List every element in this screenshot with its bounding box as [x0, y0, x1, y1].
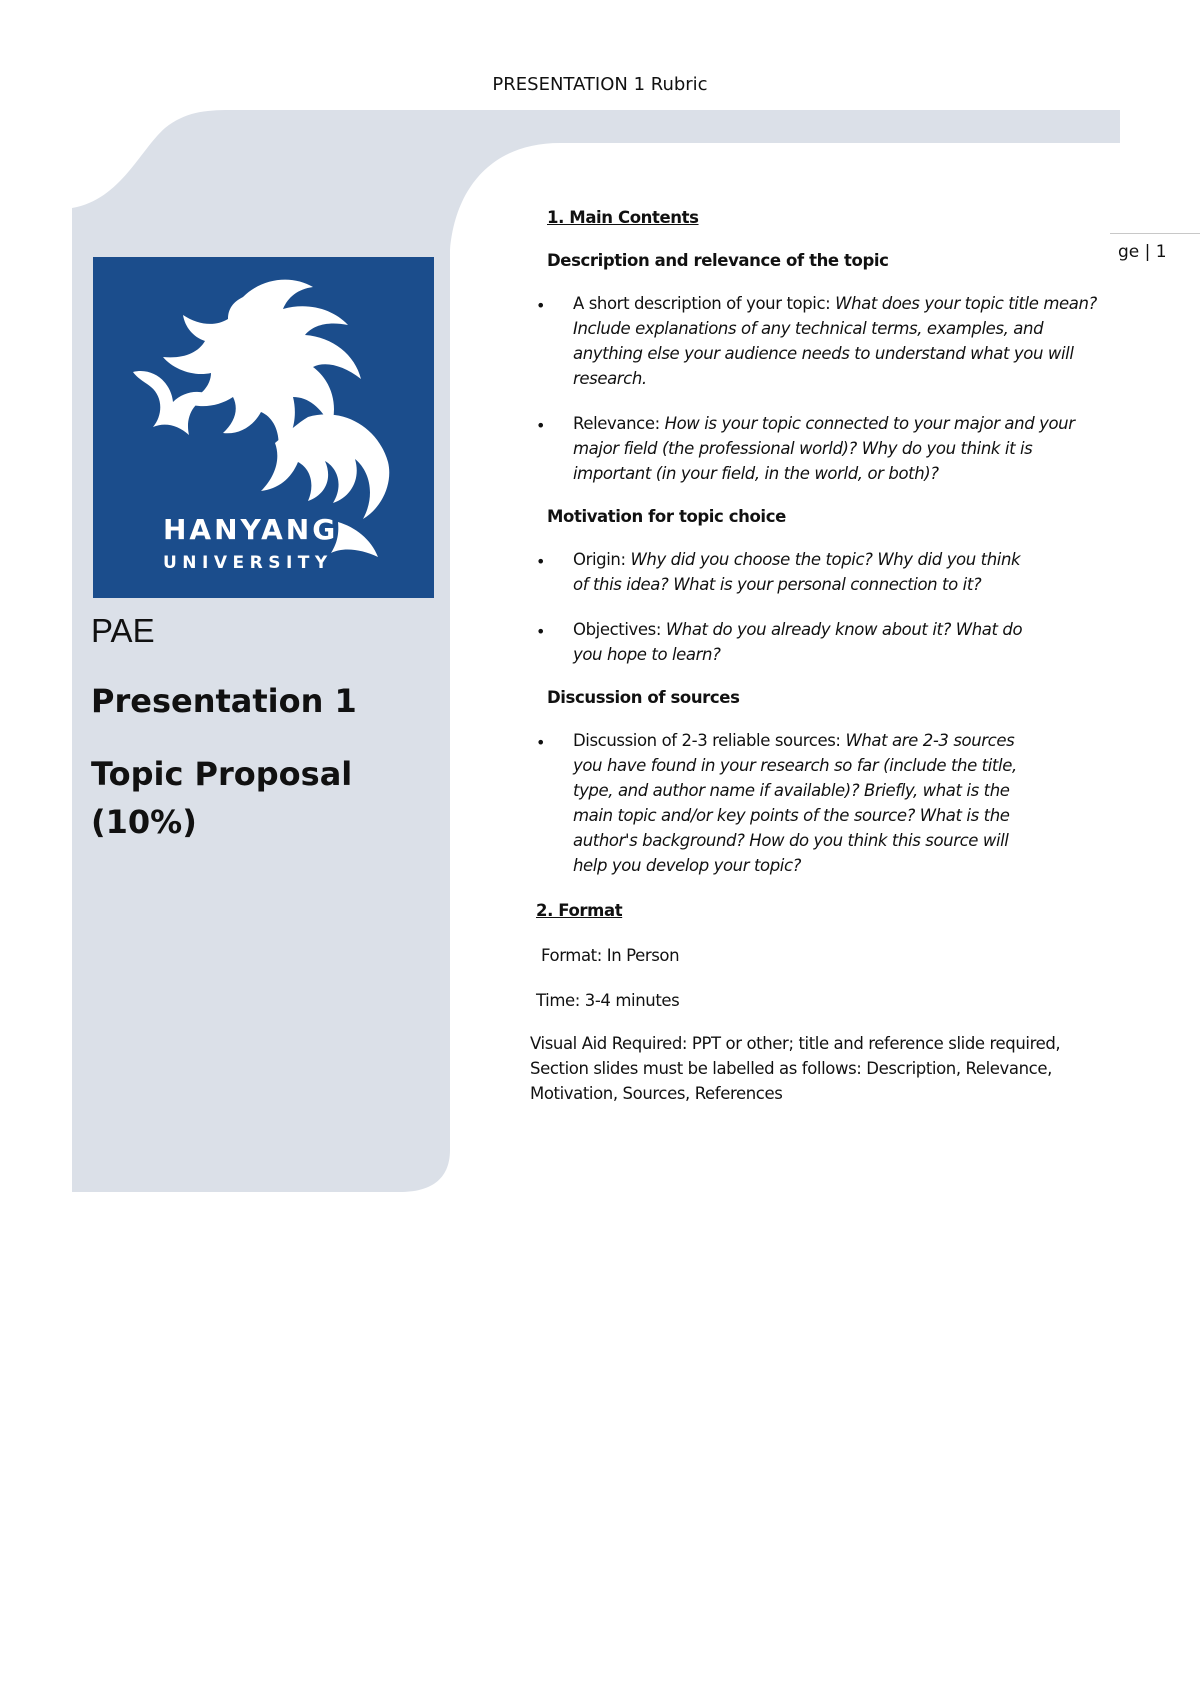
lion-emblem-icon	[93, 257, 434, 598]
sources-list	[530, 728, 1100, 878]
description-heading: Description and relevance of the topic	[547, 251, 889, 270]
item-question: What are 2-3 sources you have found in your research so far (include the title, type, and author name if available)? Briefly, what is the main topic and/or key points of the source? What is the author's background? How do you think this source will help you develop your topic?	[573, 731, 1017, 875]
time-line: Time: 3-4 minutes	[536, 991, 680, 1010]
list-item	[530, 617, 1100, 667]
item-label: Objectives:	[573, 620, 666, 639]
bullet-icon: •	[536, 552, 546, 571]
bullet-icon: •	[536, 622, 546, 641]
item-label: A short description of your topic:	[573, 294, 836, 313]
list-item	[530, 291, 1100, 391]
hanyang-university-logo	[93, 257, 434, 598]
rubric-content	[530, 205, 1100, 1106]
item-question: Why did you choose the topic? Why did you think of this idea? What is your personal connection to it?	[573, 550, 1021, 594]
item-label: Relevance:	[573, 414, 665, 433]
visual-aid-requirements: Visual Aid Required: PPT or other; title and reference slide required, Section slides must be labelled as follows: Description, Relevance, Motivation, Sources, References	[530, 1034, 1061, 1103]
list-item	[530, 547, 1100, 597]
logo-line1: HANYANG	[163, 513, 339, 546]
item-question: What do you already know about it? What do you hope to learn?	[573, 620, 1023, 664]
item-label: Origin:	[573, 550, 631, 569]
motivation-heading: Motivation for topic choice	[547, 507, 786, 526]
bullet-icon: •	[536, 416, 546, 435]
section-format-title: 2. Format	[536, 901, 623, 920]
item-label: Discussion of 2-3 reliable sources:	[573, 731, 846, 750]
bullet-icon: •	[536, 733, 546, 752]
section-main-contents-title: 1. Main Contents	[547, 208, 699, 227]
motivation-list	[530, 547, 1100, 667]
format-line: Format: In Person	[541, 946, 680, 965]
page-number-rule	[1110, 233, 1200, 234]
sources-heading: Discussion of sources	[547, 688, 740, 707]
logo-line2: UNIVERSITY	[163, 553, 333, 573]
bullet-icon: •	[536, 296, 546, 315]
page-number: ge | 1	[1118, 242, 1167, 262]
document-header-title: PRESENTATION 1 Rubric	[492, 74, 708, 95]
list-item	[530, 728, 1100, 878]
course-name: PAE	[91, 612, 155, 649]
presentation-title: Presentation 1	[91, 682, 357, 720]
description-list	[530, 291, 1100, 486]
item-question: How is your topic connected to your major and your major field (the professional world)? Why do you think it is important (in your field, in the world, or both)?	[573, 414, 1075, 483]
list-item	[530, 411, 1100, 486]
topic-title: Topic Proposal (10%)	[91, 755, 353, 841]
item-question: What does your topic title mean? Include explanations of any technical terms, examples, and anything else your audience needs to understand what you will research.	[573, 294, 1097, 388]
